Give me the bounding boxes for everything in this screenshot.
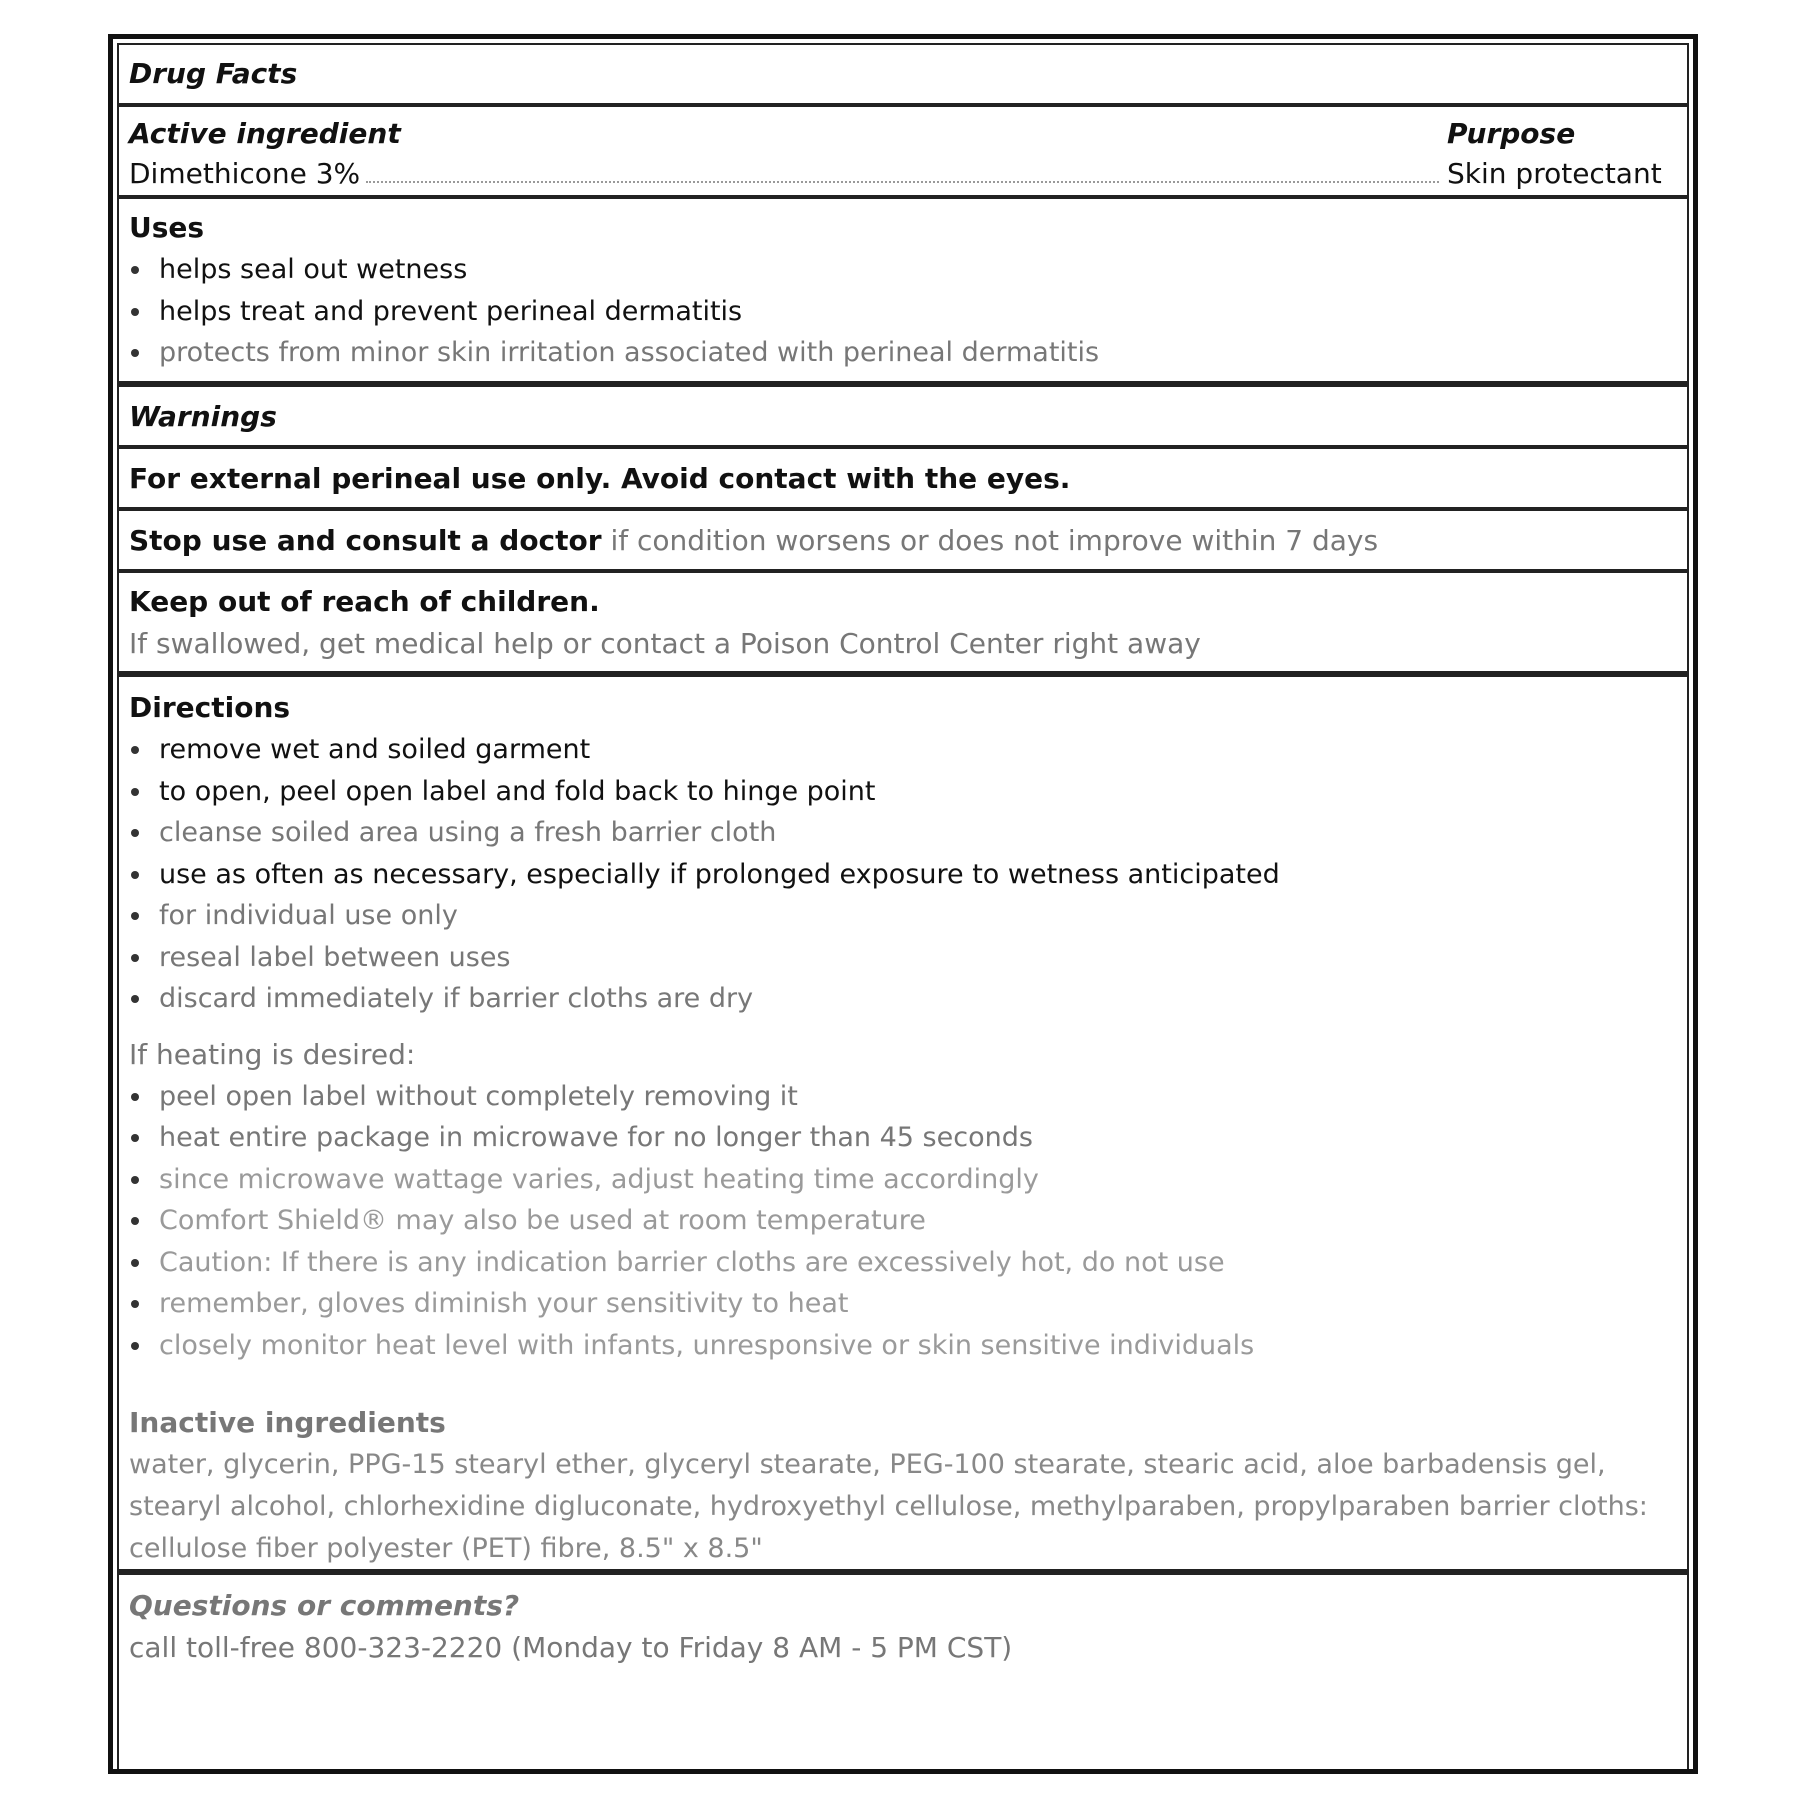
questions-text: call toll-free 800-323-2220 (Monday to Friday 8 AM - 5 PM CST) — [129, 1631, 1013, 1664]
external-use-warning: For external perineal use only. Avoid contact with the eyes. — [129, 462, 1071, 495]
bullet-icon — [131, 746, 139, 754]
purpose-value: Skin protectant — [1447, 157, 1662, 190]
list-item: peel open label without completely removing it — [129, 1076, 1677, 1118]
bullet-icon — [131, 829, 139, 837]
list-item: cleanse soiled area using a fresh barrier cloth — [129, 812, 1677, 854]
heating-header: If heating is desired: — [129, 1037, 416, 1071]
uses-section — [117, 197, 1689, 385]
active-ingredient-value: Dimethicone 3% — [129, 157, 361, 190]
bullet-icon — [131, 912, 139, 920]
bullet-icon — [131, 349, 139, 357]
directions-section — [117, 675, 1689, 1573]
inactive-ingredients-text: water, glycerin, PPG-15 stearyl ether, glyceryl stearate, PEG-100 stearate, stearic acid, aloe barbadensis gel, stearyl alcohol, chlorhexidine digluconate, hydroxyethyl cellulose, methylparaben, propylparaben barrier cloths: cellulose fiber polyester (PET) fibre, 8.5" x 8.5" — [129, 1449, 1648, 1564]
bullet-icon — [131, 1217, 139, 1225]
list-item: remember, gloves diminish your sensitivity to heat — [129, 1283, 1677, 1325]
inactive-ingredients-header: Inactive ingredients — [129, 1406, 446, 1439]
warnings-header: Warnings — [129, 400, 277, 433]
drug-facts-title-section — [117, 43, 1689, 105]
external-use-section — [117, 447, 1689, 509]
bullet-icon — [131, 1259, 139, 1267]
warnings-header-section — [117, 385, 1689, 447]
active-ingredient-header: Active ingredient — [129, 117, 401, 150]
heating-list — [129, 1076, 1677, 1367]
purpose-header: Purpose — [1447, 117, 1576, 150]
bullet-icon — [131, 995, 139, 1003]
list-item: discard immediately if barrier cloths are dry — [129, 978, 1677, 1020]
list-item: Caution: If there is any indication barrier cloths are excessively hot, do not use — [129, 1242, 1677, 1284]
bullet-icon — [131, 788, 139, 796]
uses-list — [129, 249, 1677, 374]
stop-use-warning: Stop use and consult a doctor if condition worsens or does not improve within 7 days — [129, 524, 1379, 557]
bullet-icon — [131, 266, 139, 274]
bullet-icon — [131, 1134, 139, 1142]
bullet-icon — [131, 1176, 139, 1184]
questions-header: Questions or comments? — [129, 1589, 520, 1622]
list-item: for individual use only — [129, 895, 1677, 937]
questions-section — [117, 1573, 1689, 1769]
keep-out-section — [117, 571, 1689, 675]
list-item: helps seal out wetness — [129, 249, 1677, 291]
directions-list — [129, 729, 1677, 1020]
list-item: closely monitor heat level with infants, unresponsive or skin sensitive individuals — [129, 1325, 1677, 1367]
leader-dots — [366, 181, 1439, 183]
list-item: use as often as necessary, especially if prolonged exposure to wetness anticipated — [129, 854, 1677, 896]
drug-facts-label — [108, 34, 1698, 1774]
directions-header: Directions — [129, 691, 291, 724]
list-item: since microwave wattage varies, adjust heating time accordingly — [129, 1159, 1677, 1201]
active-ingredient-section — [117, 105, 1689, 197]
list-item: to open, peel open label and fold back to hinge point — [129, 771, 1677, 813]
bullet-icon — [131, 308, 139, 316]
bullet-icon — [131, 954, 139, 962]
list-item: remove wet and soiled garment — [129, 729, 1677, 771]
keep-out-header: Keep out of reach of children. — [129, 585, 600, 618]
list-item: protects from minor skin irritation associated with perineal dermatitis — [129, 332, 1677, 374]
bullet-icon — [131, 1093, 139, 1101]
uses-header: Uses — [129, 211, 205, 244]
bullet-icon — [131, 871, 139, 879]
bullet-icon — [131, 1342, 139, 1350]
drug-facts-title: Drug Facts — [129, 57, 298, 90]
stop-use-section — [117, 509, 1689, 571]
list-item: helps treat and prevent perineal dermatitis — [129, 291, 1677, 333]
list-item: Comfort Shield® may also be used at room temperature — [129, 1200, 1677, 1242]
list-item: reseal label between uses — [129, 937, 1677, 979]
list-item: heat entire package in microwave for no longer than 45 seconds — [129, 1117, 1677, 1159]
keep-out-text: If swallowed, get medical help or contact a Poison Control Center right away — [129, 627, 1201, 660]
bullet-icon — [131, 1300, 139, 1308]
